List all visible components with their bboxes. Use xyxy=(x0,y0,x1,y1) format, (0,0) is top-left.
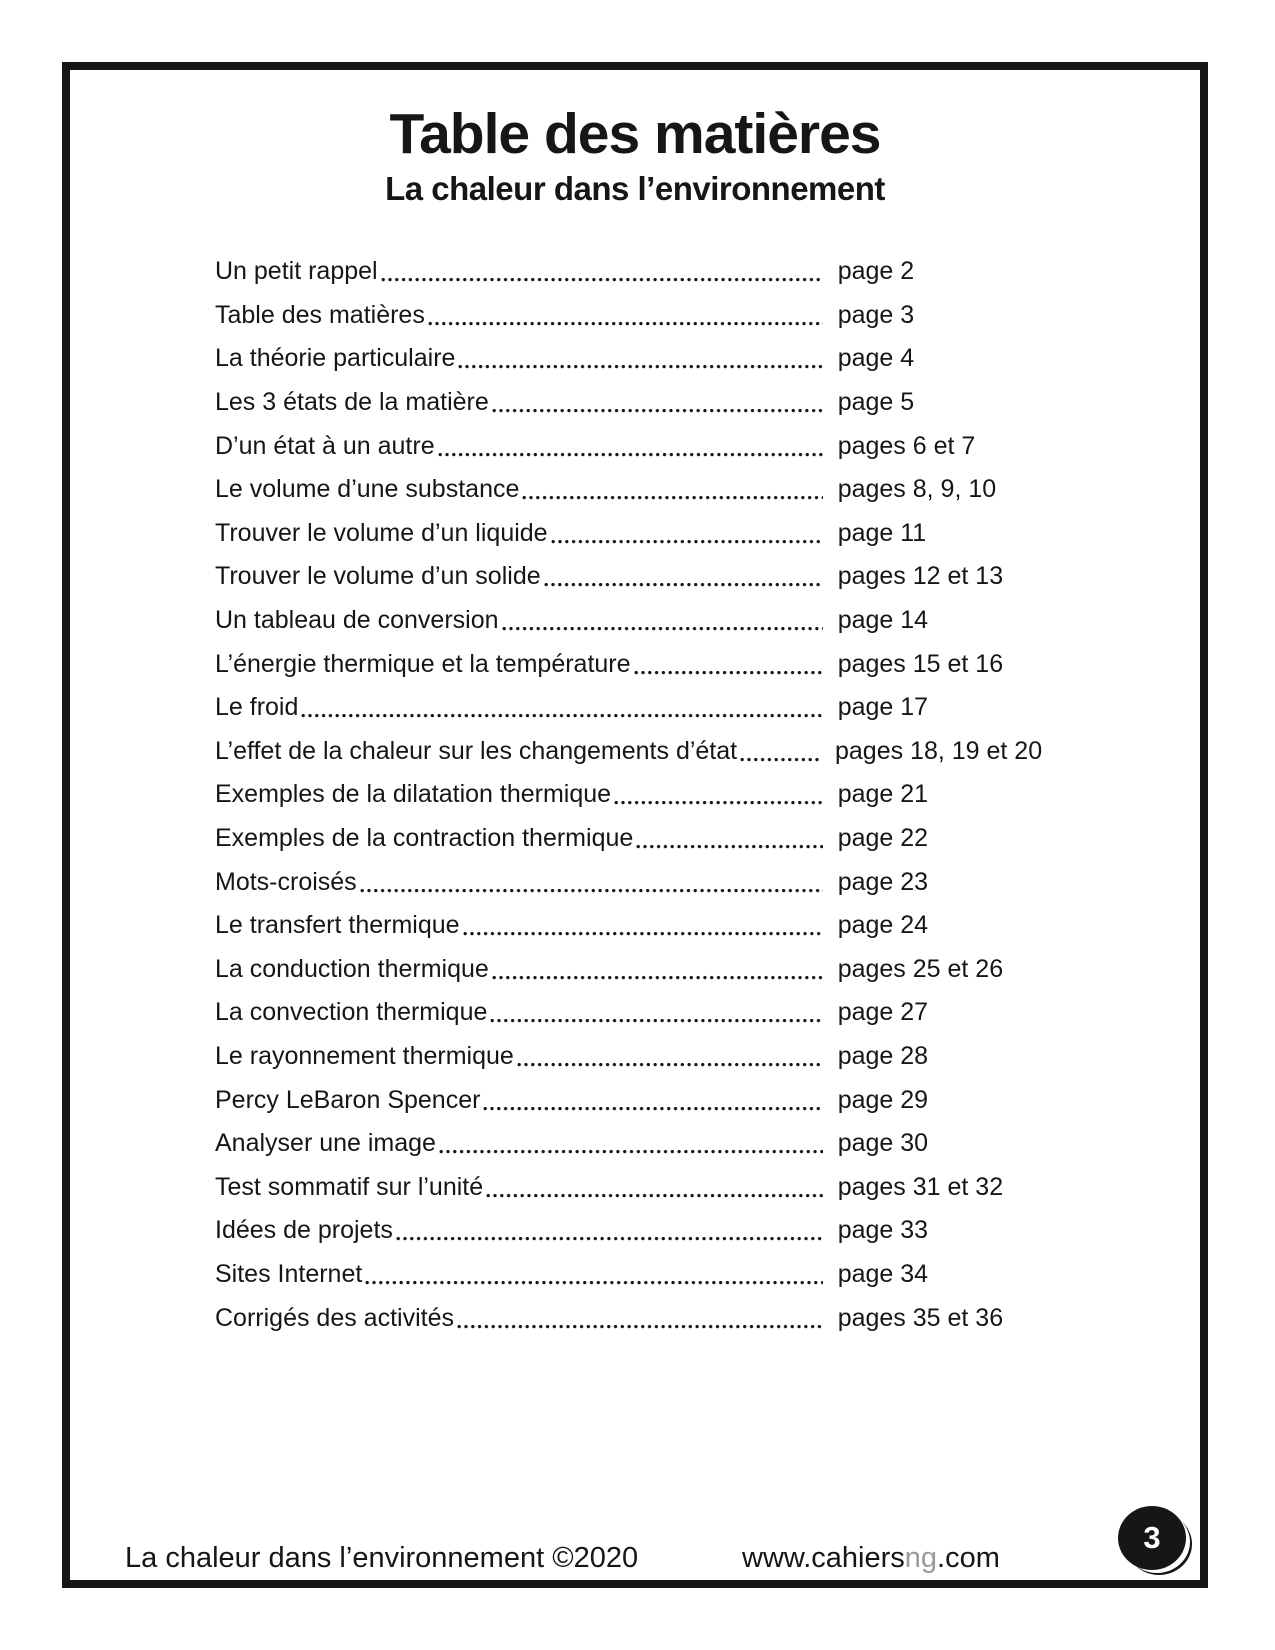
toc-row-left xyxy=(215,1086,825,1115)
dot-leader xyxy=(492,955,825,984)
toc-row-left xyxy=(215,562,825,591)
dot-leader xyxy=(634,650,825,679)
toc-entry-page: page 17 xyxy=(837,693,929,722)
toc-entry-title: Le volume d’une substance xyxy=(215,475,520,504)
dot-leader xyxy=(490,998,824,1027)
toc-row xyxy=(215,337,1035,381)
website-suffix: .com xyxy=(937,1542,1000,1574)
toc-entry-title: Sites Internet xyxy=(215,1259,363,1288)
toc-entry-title: Les 3 états de la matière xyxy=(215,388,489,417)
toc-entry-page: pages 6 et 7 xyxy=(837,431,976,460)
toc-entry-page: pages 15 et 16 xyxy=(837,649,1004,678)
toc-row-left xyxy=(215,1129,825,1158)
toc-row xyxy=(215,860,1035,904)
toc-row xyxy=(215,904,1035,948)
toc-row-left xyxy=(215,1216,825,1245)
toc-entry-title: La théorie particulaire xyxy=(215,344,456,373)
toc-entry-page: page 3 xyxy=(837,300,915,329)
website-highlight: ng xyxy=(904,1542,938,1574)
toc-entry-page: page 29 xyxy=(837,1085,929,1114)
toc-row xyxy=(215,294,1035,338)
dot-leader xyxy=(502,606,825,635)
dot-leader xyxy=(463,911,825,940)
content-frame xyxy=(62,62,1208,1588)
toc-entry-page: pages 35 et 36 xyxy=(837,1303,1004,1332)
toc-row xyxy=(215,599,1035,643)
toc-entry-page: page 22 xyxy=(837,824,929,853)
toc-row xyxy=(215,250,1035,294)
toc-row-left xyxy=(215,1173,825,1202)
toc-row xyxy=(215,948,1035,992)
dot-leader xyxy=(381,257,825,286)
dot-leader xyxy=(396,1216,825,1245)
toc-row-left xyxy=(215,780,825,809)
page-number-badge xyxy=(1118,1506,1186,1570)
toc-row xyxy=(215,686,1035,730)
toc-row xyxy=(215,555,1035,599)
toc-row xyxy=(215,1078,1035,1122)
toc-row-left xyxy=(215,868,825,897)
toc-entry-title: L’effet de la chaleur sur les changements d’état xyxy=(215,736,738,765)
toc-entry-title: Le froid xyxy=(215,693,299,722)
toc-entry-page: page 2 xyxy=(837,257,915,286)
toc-entry-title: Analyser une image xyxy=(215,1129,436,1158)
dot-leader xyxy=(457,1304,825,1333)
toc-row-left xyxy=(215,824,825,853)
toc-entry-page: pages 8, 9, 10 xyxy=(837,475,997,504)
toc-row xyxy=(215,1122,1035,1166)
dot-leader xyxy=(522,475,824,504)
dot-leader xyxy=(458,344,824,373)
toc-entry-page: page 23 xyxy=(837,867,929,896)
toc-row-left xyxy=(215,1260,825,1289)
toc-entry-title: La convection thermique xyxy=(215,998,488,1027)
toc-entry-title: Mots-croisés xyxy=(215,867,357,896)
toc-row xyxy=(215,1035,1035,1079)
toc-row-left xyxy=(215,519,825,548)
toc-entry-page: page 11 xyxy=(837,518,927,547)
toc-row xyxy=(215,1296,1035,1340)
toc-entry-title: Percy LeBaron Spencer xyxy=(215,1085,481,1114)
toc-entry-title: Idées de projets xyxy=(215,1216,393,1245)
toc-row-left xyxy=(215,1304,825,1333)
toc-row xyxy=(215,1253,1035,1297)
dot-leader xyxy=(360,868,825,897)
dot-leader xyxy=(551,519,825,548)
toc-row xyxy=(215,991,1035,1035)
toc-entry-title: Un petit rappel xyxy=(215,257,378,286)
toc-entry-title: Exemples de la dilatation thermique xyxy=(215,780,612,809)
toc-row xyxy=(215,468,1035,512)
dot-leader xyxy=(483,1086,824,1115)
toc-entry-page: page 5 xyxy=(837,388,915,417)
toc-entry-title: Table des matières xyxy=(215,300,425,329)
toc-list xyxy=(215,250,1043,1340)
toc-row xyxy=(215,381,1035,425)
footer-website xyxy=(742,1542,1000,1575)
toc-row-left xyxy=(215,344,825,373)
toc-row-left xyxy=(215,388,825,417)
toc-row xyxy=(215,1209,1035,1253)
toc-row-left xyxy=(215,693,825,722)
toc-entry-title: L’énergie thermique et la température xyxy=(215,649,631,678)
dot-leader xyxy=(438,432,825,461)
toc-row-left xyxy=(215,475,825,504)
toc-row xyxy=(215,730,1043,774)
toc-entry-title: Corrigés des activités xyxy=(215,1303,454,1332)
toc-row-left xyxy=(215,955,825,984)
website-prefix: www.cahiers xyxy=(742,1542,905,1574)
toc-entry-title: Exemples de la contraction thermique xyxy=(215,824,634,853)
dot-leader xyxy=(428,301,825,330)
toc-entry-page: page 21 xyxy=(837,780,929,809)
toc-row-left xyxy=(215,301,825,330)
dot-leader xyxy=(486,1173,825,1202)
toc-row-left xyxy=(215,606,825,635)
toc-row-left xyxy=(215,257,825,286)
page-number: 3 xyxy=(1143,1520,1161,1555)
toc-row xyxy=(215,773,1035,817)
toc-row-left xyxy=(215,998,825,1027)
toc-row xyxy=(215,424,1035,468)
toc-entry-page: page 4 xyxy=(837,344,915,373)
toc-row xyxy=(215,1165,1035,1209)
toc-entry-page: pages 25 et 26 xyxy=(837,954,1004,983)
footer-copyright: La chaleur dans l’environnement ©2020 xyxy=(125,1542,639,1574)
dot-leader xyxy=(492,388,825,417)
toc-entry-title: Trouver le volume d’un liquide xyxy=(215,518,548,547)
page-subtitle: La chaleur dans l’environnement xyxy=(385,170,885,207)
toc-entry-page: page 34 xyxy=(837,1259,929,1288)
toc-entry-title: Trouver le volume d’un solide xyxy=(215,562,541,591)
toc-entry-title: D’un état à un autre xyxy=(215,431,435,460)
toc-entry-title: Un tableau de conversion xyxy=(215,606,499,635)
toc-entry-title: La conduction thermique xyxy=(215,954,489,983)
toc-entry-page: page 27 xyxy=(837,998,929,1027)
dot-leader xyxy=(301,693,824,722)
toc-entry-page: page 24 xyxy=(837,911,929,940)
toc-entry-page: page 33 xyxy=(837,1216,929,1245)
dot-leader xyxy=(614,780,825,809)
toc-entry-page: page 14 xyxy=(837,606,929,635)
toc-entry-title: Test sommatif sur l’unité xyxy=(215,1172,484,1201)
toc-entry-title: Le rayonnement thermique xyxy=(215,1041,514,1070)
dot-leader xyxy=(544,562,825,591)
dot-leader xyxy=(517,1042,825,1071)
toc-entry-page: pages 31 et 32 xyxy=(837,1172,1004,1201)
toc-entry-page: page 28 xyxy=(837,1041,929,1070)
dot-leader xyxy=(365,1260,824,1289)
toc-row xyxy=(215,817,1035,861)
toc-row xyxy=(215,642,1035,686)
dot-leader xyxy=(636,824,824,853)
toc-row-left xyxy=(215,432,825,461)
page-title: Table des matières xyxy=(389,102,881,166)
toc-row-left xyxy=(215,1042,825,1071)
dot-leader xyxy=(439,1129,825,1158)
toc-entry-title: Le transfert thermique xyxy=(215,911,460,940)
toc-row xyxy=(215,512,1035,556)
toc-entry-page: pages 18, 19 et 20 xyxy=(835,736,1043,765)
toc-row-left xyxy=(215,650,825,679)
dot-leader xyxy=(740,737,822,766)
toc-row-left xyxy=(215,737,822,766)
toc-entry-page: page 30 xyxy=(837,1129,929,1158)
toc-entry-page: pages 12 et 13 xyxy=(837,562,1004,591)
toc-row-left xyxy=(215,911,825,940)
